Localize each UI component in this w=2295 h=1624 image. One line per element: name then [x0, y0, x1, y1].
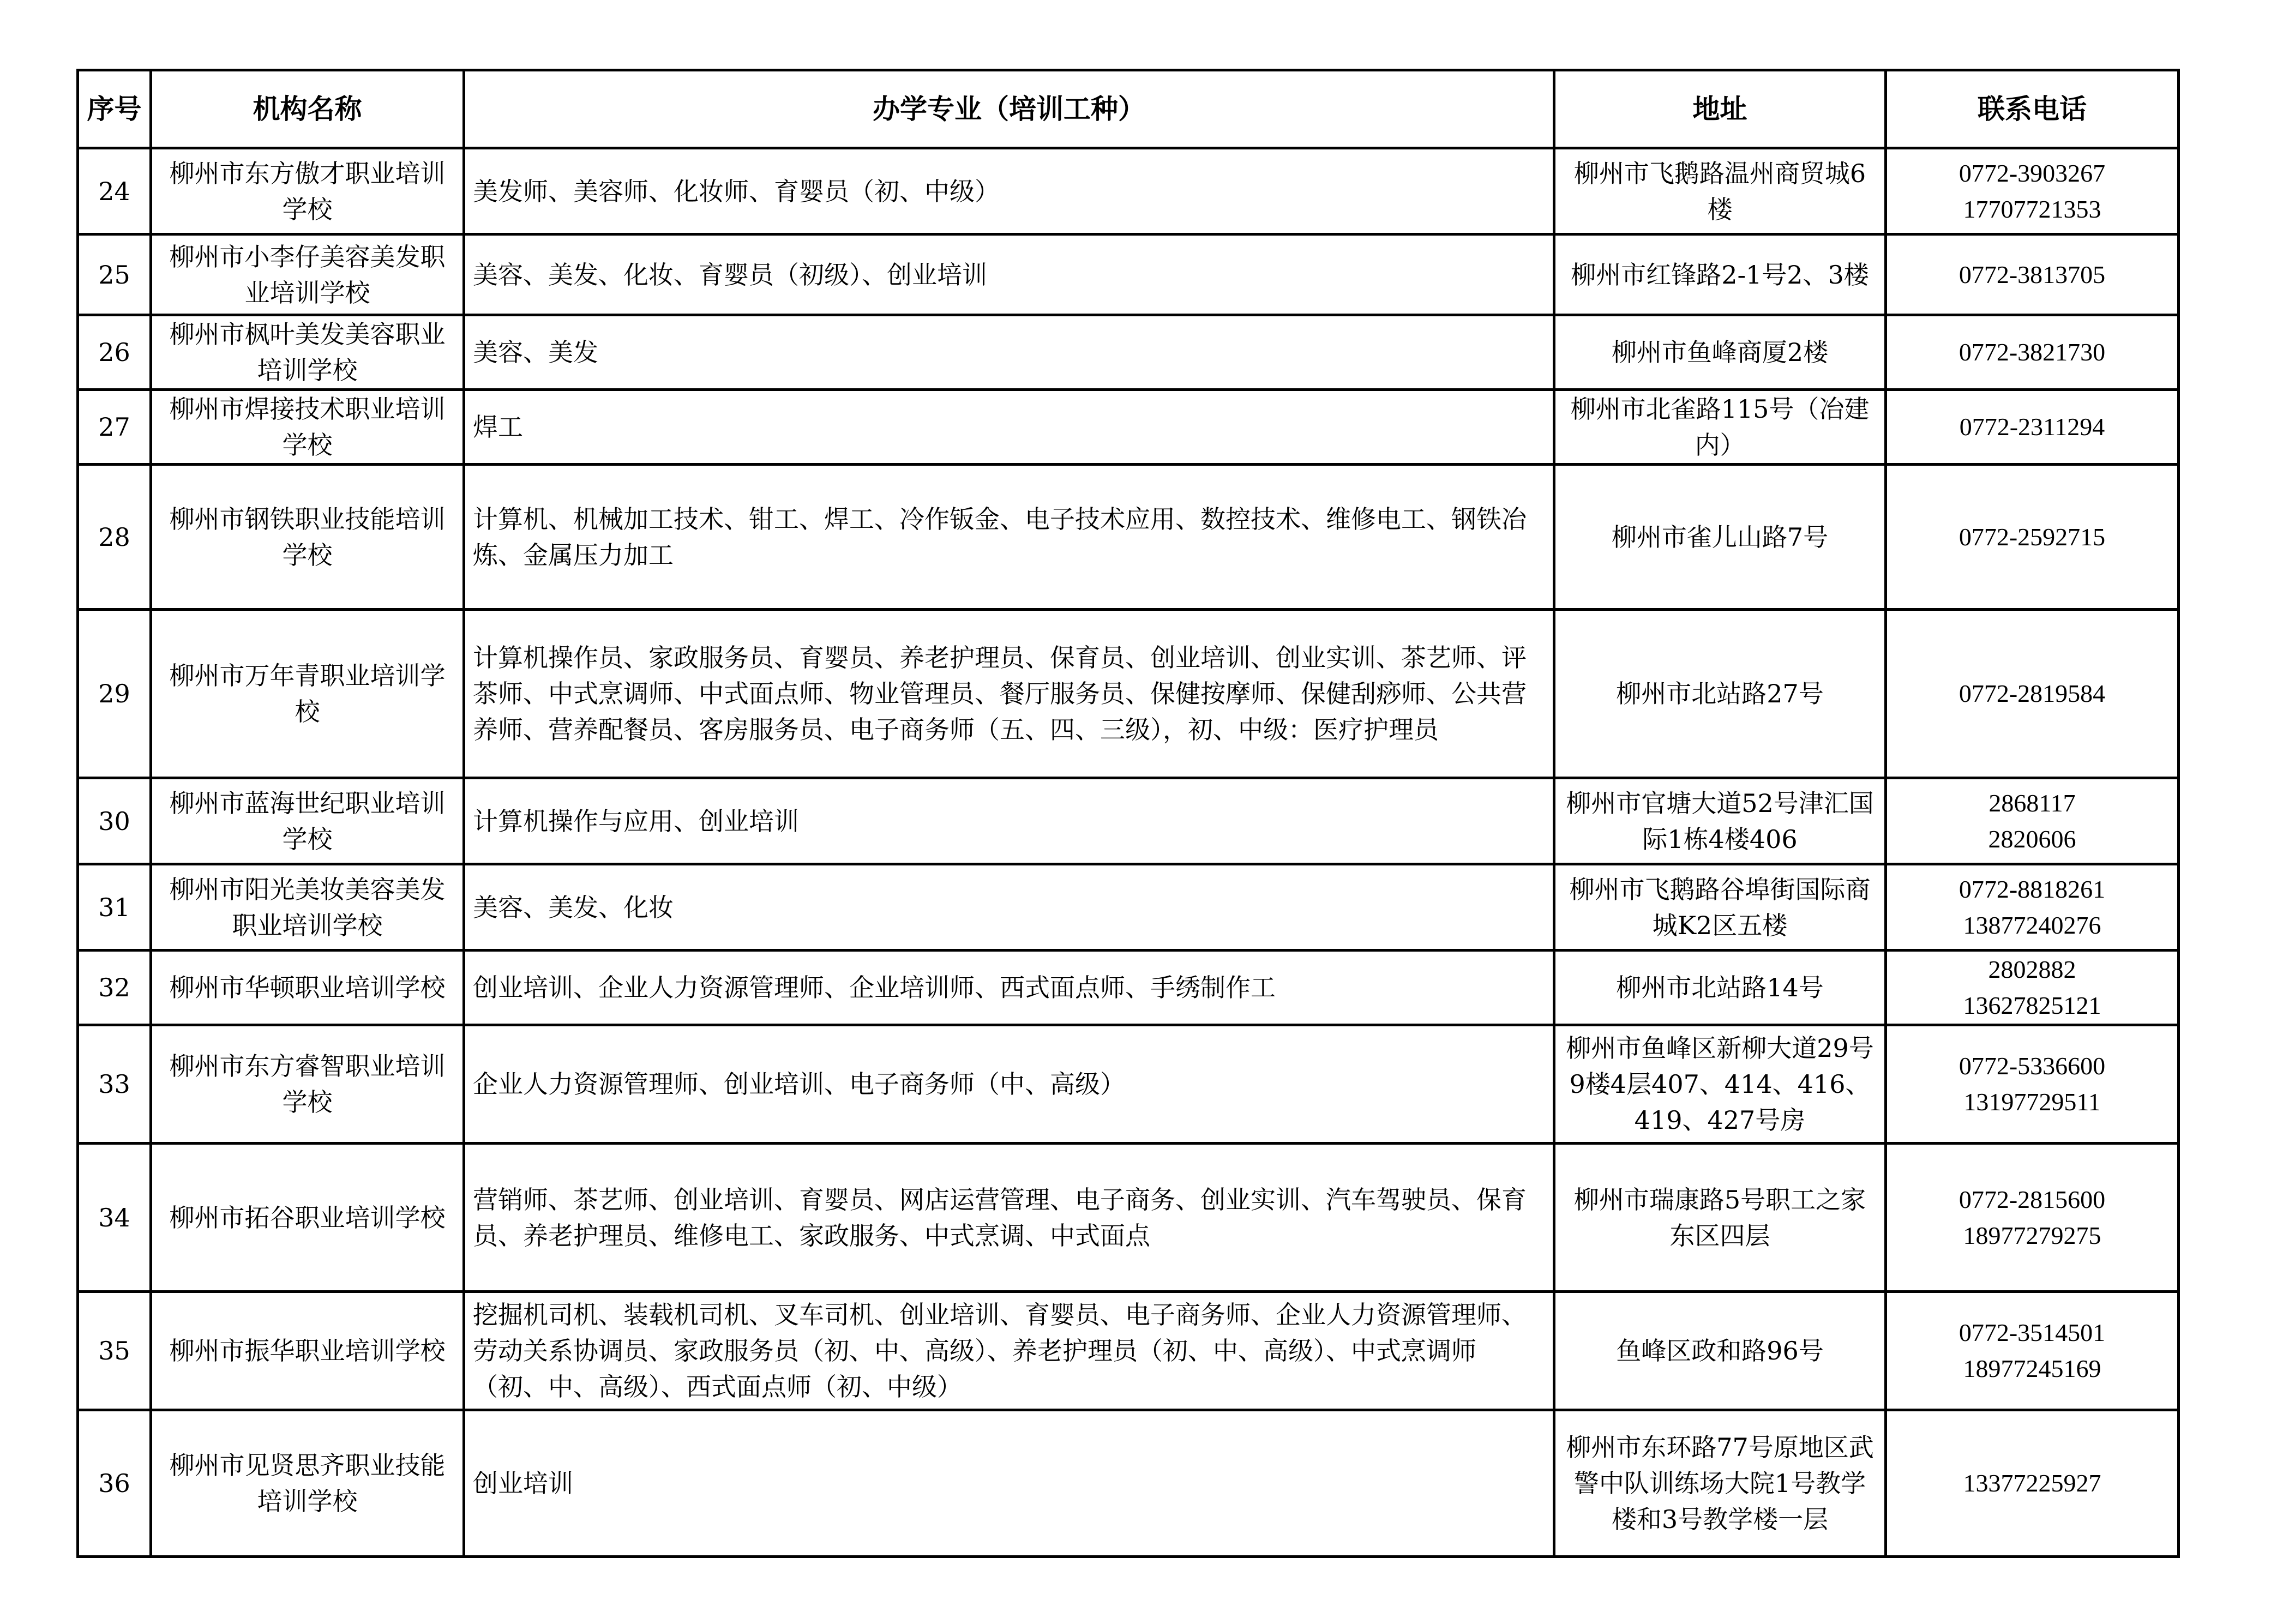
major-list: 挖掘机司机、装载机司机、叉车司机、创业培训、育婴员、电子商务师、企业人力资源管理师、劳动关系协调员、家政服务员（初、中、高级）、养老护理员（初、中、高级）、中式烹调师（初、中、高级）、西式面点师（初、中级） — [464, 1292, 1554, 1410]
address: 柳州市飞鹅路谷埠街国际商城K2区五楼 — [1554, 864, 1886, 951]
row-number: 28 — [78, 465, 151, 610]
phone-number: 2802882 — [1988, 955, 2076, 983]
training-school-table — [76, 69, 2180, 1558]
address: 柳州市飞鹅路温州商贸城6楼 — [1554, 148, 1886, 234]
phone-number: 0772-2311294 — [1959, 413, 2105, 441]
phone-number: 0772-5336600 — [1958, 1052, 2106, 1080]
major-list: 创业培训 — [464, 1410, 1554, 1557]
phone-number: 0772-2592715 — [1958, 522, 2106, 551]
address: 柳州市雀儿山路7号 — [1554, 465, 1886, 610]
phone-number: 13377225927 — [1963, 1469, 2101, 1497]
major-list: 营销师、茶艺师、创业培训、育婴员、网店运营管理、电子商务、创业实训、汽车驾驶员、保育员、养老护理员、维修电工、家政服务、中式烹调、中式面点 — [464, 1144, 1554, 1292]
major-list: 创业培训、企业人力资源管理师、企业培训师、西式面点师、手绣制作工 — [464, 951, 1554, 1025]
major-list: 计算机操作员、家政服务员、育婴员、养老护理员、保育员、创业培训、创业实训、茶艺师、评茶师、中式烹调师、中式面点师、物业管理员、餐厅服务员、保健按摩师、保健刮痧师、公共营养师、营养配餐员、客房服务员、电子商务师（五、四、三级），初、中级：医疗护理员 — [464, 610, 1554, 778]
phone-cell — [1886, 1292, 2179, 1410]
phone-number: 18977245169 — [1963, 1355, 2101, 1382]
phone-cell — [1886, 610, 2179, 778]
org-name: 柳州市东方傲才职业培训学校 — [151, 148, 464, 234]
address: 柳州市鱼峰商厦2楼 — [1554, 315, 1886, 390]
phone-number: 18977279275 — [1963, 1221, 2101, 1249]
address: 柳州市红锋路2-1号2、3楼 — [1554, 234, 1886, 315]
phone-number: 13877240276 — [1963, 911, 2101, 939]
row-number: 26 — [78, 315, 151, 390]
phone-cell — [1886, 234, 2179, 315]
row-number: 32 — [78, 951, 151, 1025]
table-row — [78, 390, 2179, 465]
phone-number: 13197729511 — [1963, 1088, 2101, 1116]
phone-cell — [1886, 390, 2179, 465]
address: 柳州市鱼峰区新柳大道29号9楼4层407、414、416、419、427号房 — [1554, 1025, 1886, 1144]
row-number: 30 — [78, 778, 151, 864]
header-phone: 联系电话 — [1886, 70, 2179, 148]
header-address: 地址 — [1554, 70, 1886, 148]
address: 柳州市北站路14号 — [1554, 951, 1886, 1025]
phone-number: 0772-3821730 — [1958, 338, 2106, 366]
major-list: 美容、美发 — [464, 315, 1554, 390]
phone-number: 2820606 — [1988, 825, 2076, 853]
row-number: 31 — [78, 864, 151, 951]
org-name: 柳州市东方睿智职业培训学校 — [151, 1025, 464, 1144]
phone-number: 13627825121 — [1963, 991, 2101, 1019]
address: 柳州市北雀路115号（冶建内） — [1554, 390, 1886, 465]
table-row — [78, 610, 2179, 778]
major-list: 企业人力资源管理师、创业培训、电子商务师（中、高级） — [464, 1025, 1554, 1144]
org-name: 柳州市华顿职业培训学校 — [151, 951, 464, 1025]
phone-number: 0772-2819584 — [1958, 679, 2106, 707]
row-number: 25 — [78, 234, 151, 315]
header-major: 办学专业（培训工种） — [464, 70, 1554, 148]
header-org: 机构名称 — [151, 70, 464, 148]
org-name: 柳州市小李仔美容美发职业培训学校 — [151, 234, 464, 315]
org-name: 柳州市振华职业培训学校 — [151, 1292, 464, 1410]
table-row — [78, 1144, 2179, 1292]
address: 柳州市瑞康路5号职工之家东区四层 — [1554, 1144, 1886, 1292]
phone-cell — [1886, 1025, 2179, 1144]
phone-number: 0772-3813705 — [1958, 260, 2106, 288]
major-list: 美发师、美容师、化妆师、育婴员（初、中级） — [464, 148, 1554, 234]
org-name: 柳州市拓谷职业培训学校 — [151, 1144, 464, 1292]
phone-number: 0772-2815600 — [1958, 1185, 2106, 1213]
major-list: 美容、美发、化妆 — [464, 864, 1554, 951]
table-row — [78, 864, 2179, 951]
table-header-row — [78, 70, 2179, 148]
phone-number: 17707721353 — [1963, 195, 2101, 223]
phone-cell — [1886, 148, 2179, 234]
org-name: 柳州市见贤思齐职业技能培训学校 — [151, 1410, 464, 1557]
header-no: 序号 — [78, 70, 151, 148]
phone-cell — [1886, 864, 2179, 951]
major-list: 美容、美发、化妆、育婴员（初级）、创业培训 — [464, 234, 1554, 315]
org-name: 柳州市阳光美妆美容美发职业培训学校 — [151, 864, 464, 951]
table-body — [78, 148, 2179, 1557]
phone-number: 0772-3903267 — [1958, 159, 2106, 187]
address: 柳州市官塘大道52号津汇国际1栋4楼406 — [1554, 778, 1886, 864]
table-row — [78, 148, 2179, 234]
phone-cell — [1886, 1410, 2179, 1557]
row-number: 35 — [78, 1292, 151, 1410]
address: 柳州市北站路27号 — [1554, 610, 1886, 778]
major-list: 焊工 — [464, 390, 1554, 465]
table-row — [78, 1292, 2179, 1410]
table-row — [78, 1025, 2179, 1144]
phone-cell — [1886, 465, 2179, 610]
table-row — [78, 951, 2179, 1025]
row-number: 34 — [78, 1144, 151, 1292]
phone-number: 0772-8818261 — [1958, 875, 2106, 903]
phone-number: 2868117 — [1988, 789, 2076, 817]
table-row — [78, 465, 2179, 610]
address: 柳州市东环路77号原地区武警中队训练场大院1号教学楼和3号教学楼一层 — [1554, 1410, 1886, 1557]
phone-cell — [1886, 778, 2179, 864]
row-number: 29 — [78, 610, 151, 778]
row-number: 36 — [78, 1410, 151, 1557]
major-list: 计算机操作与应用、创业培训 — [464, 778, 1554, 864]
phone-cell — [1886, 951, 2179, 1025]
table-row — [78, 315, 2179, 390]
org-name: 柳州市蓝海世纪职业培训学校 — [151, 778, 464, 864]
phone-cell — [1886, 315, 2179, 390]
org-name: 柳州市枫叶美发美容职业培训学校 — [151, 315, 464, 390]
table-row — [78, 234, 2179, 315]
phone-number: 0772-3514501 — [1958, 1319, 2106, 1346]
org-name: 柳州市焊接技术职业培训学校 — [151, 390, 464, 465]
address: 鱼峰区政和路96号 — [1554, 1292, 1886, 1410]
major-list: 计算机、机械加工技术、钳工、焊工、冷作钣金、电子技术应用、数控技术、维修电工、钢铁冶炼、金属压力加工 — [464, 465, 1554, 610]
row-number: 24 — [78, 148, 151, 234]
org-name: 柳州市万年青职业培训学校 — [151, 610, 464, 778]
row-number: 33 — [78, 1025, 151, 1144]
org-name: 柳州市钢铁职业技能培训学校 — [151, 465, 464, 610]
phone-cell — [1886, 1144, 2179, 1292]
row-number: 27 — [78, 390, 151, 465]
table-row — [78, 778, 2179, 864]
table-row — [78, 1410, 2179, 1557]
